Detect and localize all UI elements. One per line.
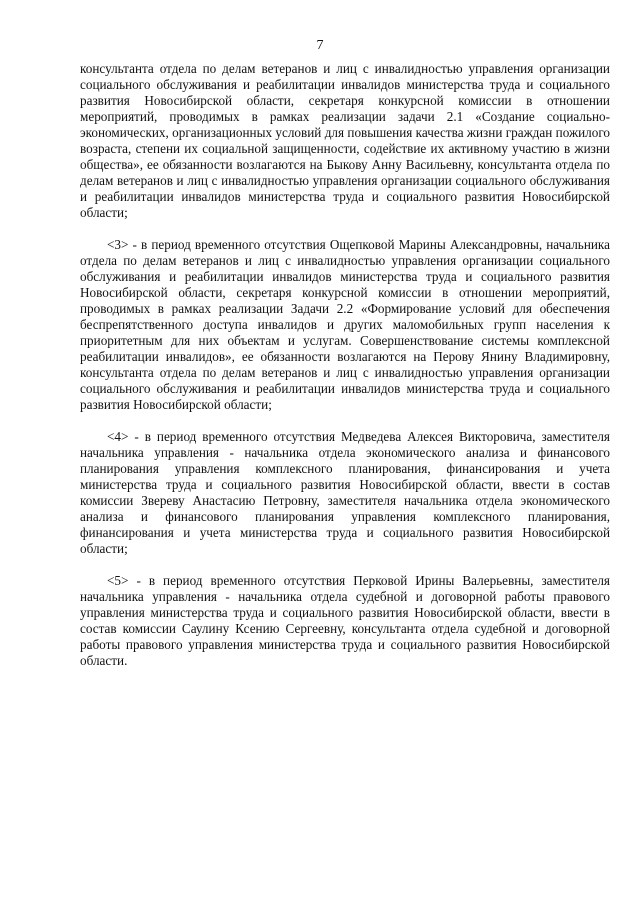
paragraph-note-4: <4> - в период временного отсутствия Медведева Алексея Викторовича, заместителя начальника управления - начальника отдела экономического анализа и финансового планирования управления комплексного планирования, финансирования и учета министерства труда и социального развития Новосибирской области, ввести в состав комиссии Звереву Анастасию Петровну, заместителя начальника отдела экономического анализа и финансового планирования управления комплексного планирования, финансирования и учета министерства труда и социального развития Новосибирской области; (80, 429, 610, 556)
paragraph-note-3: <3> - в период временного отсутствия Ощепковой Марины Александровны, начальника отдела по делам ветеранов и лиц с инвалидностью управления организации социального обслуживания и реабилитации инвалидов министерства труда и социального развития Новосибирской области, секретаря конкурсной комиссии в отношении мероприятий, проводимых в рамках реализации Задачи 2.2 «Формирование условий для обеспечения беспрепятственного доступа инвалидов и других маломобильных групп населения к приоритетным для них объектам и услугам. Совершенствование системы комплексной реабилитации инвалидов», ее обязанности возлагаются на Перову Янину Владимировну, консультанта отдела по делам ветеранов и лиц с инвалидностью управления организации социального обслуживания и реабилитации инвалидов министерства труда и социального развития Новосибирской области; (80, 237, 610, 412)
paragraph-continuation: консультанта отдела по делам ветеранов и лиц с инвалидностью управления организации социального обслуживания и реабилитации инвалидов министерства труда и социального развития Новосибирской области, секретаря конкурсной комиссии в отношении мероприятий, проводимых в рамках реализации задачи 2.1 «Создание социально-экономических, организационных условий для повышения качества жизни граждан пожилого возраста, степени их социальной защищенности, содействие их активному участию в жизни общества», ее обязанности возлагаются на Быкову Анну Васильевну, консультанта отдела по делам ветеранов и лиц с инвалидностью управления организации социального обслуживания и реабилитации инвалидов министерства труда и социального развития Новосибирской области; (80, 61, 610, 220)
document-body (80, 61, 610, 685)
page-number: 7 (316, 38, 324, 53)
paragraph-note-5: <5> - в период временного отсутствия Перковой Ирины Валерьевны, заместителя начальника управления - начальника отдела судебной и договорной работы правового управления министерства труда и социального развития Новосибирской области, ввести в состав комиссии Саулину Ксению Сергеевну, консультанта отдела судебной и договорной работы правового управления министерства труда и социального развития Новосибирской области. (80, 573, 610, 668)
